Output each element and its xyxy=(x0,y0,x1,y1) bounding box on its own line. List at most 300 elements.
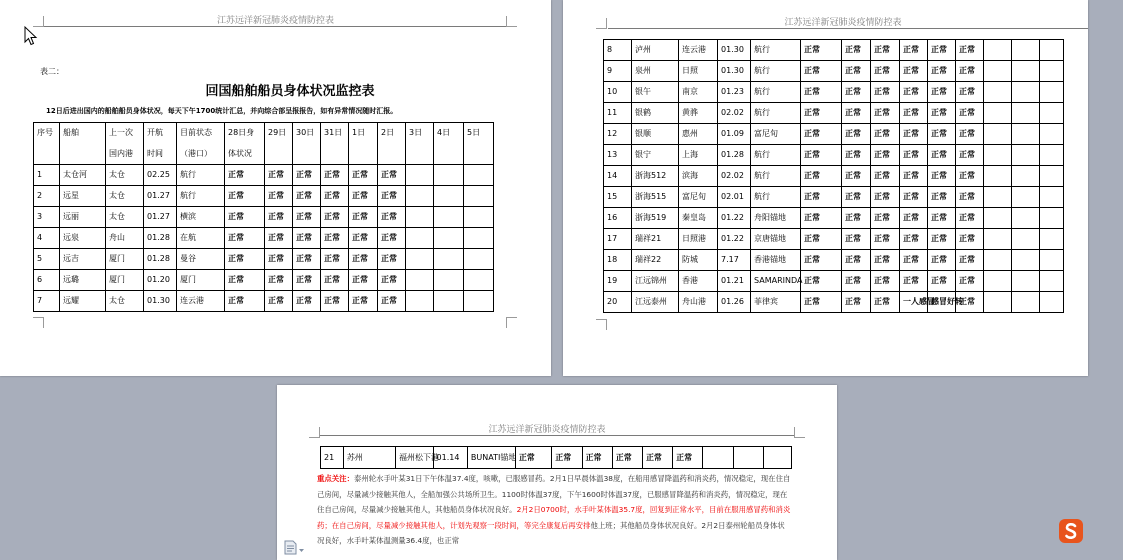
health-status: 正常 xyxy=(956,187,984,208)
health-status: 正常 xyxy=(349,228,378,249)
margin-mark xyxy=(794,427,805,438)
empty-cell xyxy=(1040,124,1064,145)
empty-cell xyxy=(406,186,434,207)
empty-cell xyxy=(1040,271,1064,292)
ship-name: 苏州 xyxy=(343,447,395,469)
health-status: 正常 xyxy=(956,166,984,187)
health-status: 正常 xyxy=(801,145,842,166)
column-header-line2 xyxy=(265,144,293,165)
health-status: 正常 xyxy=(956,229,984,250)
table-row xyxy=(604,292,1064,313)
current-status: 航行 xyxy=(177,186,225,207)
last-domestic-port: 香港 xyxy=(679,271,718,292)
health-status: 正常 xyxy=(378,270,406,291)
last-domestic-port: 厦门 xyxy=(106,249,144,270)
ship-name: 浙海519 xyxy=(632,208,679,229)
empty-cell xyxy=(406,249,434,270)
empty-cell xyxy=(763,447,791,469)
page-header: 江苏远洋新冠肺炎疫情防控表 xyxy=(488,425,606,435)
empty-cell xyxy=(1012,166,1040,187)
health-status: 正常 xyxy=(265,207,293,228)
health-status: 正常 xyxy=(928,166,956,187)
column-header: 31日 xyxy=(321,123,349,144)
row-number: 2 xyxy=(34,186,60,207)
health-status: 正常 xyxy=(871,229,900,250)
health-status: 正常 xyxy=(801,292,842,313)
empty-cell xyxy=(1012,187,1040,208)
column-header-line2 xyxy=(34,144,60,165)
empty-cell xyxy=(703,447,733,469)
margin-mark xyxy=(596,319,607,330)
health-status: 正常 xyxy=(842,61,871,82)
empty-cell xyxy=(984,271,1012,292)
table-row xyxy=(34,165,494,186)
health-status: 正常 xyxy=(900,187,928,208)
empty-cell xyxy=(434,186,464,207)
health-status: 正常 xyxy=(842,145,871,166)
health-status: 正常 xyxy=(293,291,321,312)
health-status: 正常 xyxy=(842,124,871,145)
empty-cell xyxy=(434,165,464,186)
row-number: 10 xyxy=(604,82,632,103)
last-domestic-port: 太仓 xyxy=(106,207,144,228)
header-rule xyxy=(608,28,1088,29)
current-status: 航行 xyxy=(751,61,801,82)
column-header: 开航 xyxy=(144,123,177,144)
health-status: 正常 xyxy=(956,208,984,229)
health-status: 正常 xyxy=(871,61,900,82)
empty-cell xyxy=(1012,208,1040,229)
row-number: 14 xyxy=(604,166,632,187)
row-number: 8 xyxy=(604,40,632,61)
empty-cell xyxy=(1012,124,1040,145)
column-header-line2: 时间 xyxy=(144,144,177,165)
health-status: 正常 xyxy=(265,249,293,270)
last-domestic-port: 南京 xyxy=(679,82,718,103)
last-domestic-port: 太仓 xyxy=(106,165,144,186)
column-header: 序号 xyxy=(34,123,60,144)
last-domestic-port: 舟山港 xyxy=(679,292,718,313)
health-status: 正常 xyxy=(349,270,378,291)
health-status: 正常 xyxy=(842,187,871,208)
row-number: 13 xyxy=(604,145,632,166)
column-header: 船舶 xyxy=(60,123,106,144)
empty-cell xyxy=(1040,82,1064,103)
table-row xyxy=(34,228,494,249)
page-header: 江苏远洋新冠肺炎疫情防控表 xyxy=(784,18,902,28)
health-status: 正常 xyxy=(349,249,378,270)
current-status: BUNATI锚地 xyxy=(467,447,515,469)
health-status: 正常 xyxy=(265,186,293,207)
health-status: 正常 xyxy=(349,291,378,312)
health-status: 正常 xyxy=(321,186,349,207)
current-status: 航行 xyxy=(177,165,225,186)
health-status: 正常 xyxy=(293,165,321,186)
last-domestic-port: 福州松下港 xyxy=(396,447,434,469)
health-status: 正常 xyxy=(225,207,265,228)
empty-cell xyxy=(984,82,1012,103)
column-header: 4日 xyxy=(434,123,464,144)
departure-date: 01.27 xyxy=(144,207,177,228)
current-status: 舟阳锚地 xyxy=(751,208,801,229)
empty-cell xyxy=(1012,250,1040,271)
row-number: 12 xyxy=(604,124,632,145)
health-status: 正常 xyxy=(900,40,928,61)
departure-date: 01.21 xyxy=(718,271,751,292)
ship-name: 江远锦州 xyxy=(632,271,679,292)
departure-date: 02.01 xyxy=(718,187,751,208)
table-row xyxy=(34,270,494,291)
row-number: 20 xyxy=(604,292,632,313)
health-status: 正常 xyxy=(900,103,928,124)
current-status: 航行 xyxy=(751,82,801,103)
health-status: 正常 xyxy=(956,61,984,82)
table-row xyxy=(34,291,494,312)
empty-cell xyxy=(464,165,494,186)
empty-cell xyxy=(1040,292,1064,313)
health-status: 正常 xyxy=(956,250,984,271)
table-row xyxy=(34,249,494,270)
ship-name: 银午 xyxy=(632,82,679,103)
health-status: 正常 xyxy=(842,271,871,292)
empty-cell xyxy=(1012,271,1040,292)
column-header: 5日 xyxy=(464,123,494,144)
health-monitor-table-final xyxy=(320,446,792,469)
ship-name: 太仓河 xyxy=(60,165,106,186)
health-status: 正常 xyxy=(871,103,900,124)
health-status: 正常 xyxy=(321,165,349,186)
page-subtitle: 12日后进出国内的船舶船员身体状况，每天下午1700统计汇总，并向综合部呈报报告，如有异常情况随时汇报。 xyxy=(46,107,398,115)
column-header: 30日 xyxy=(293,123,321,144)
departure-date: 01.28 xyxy=(144,249,177,270)
health-status: 正常 xyxy=(871,250,900,271)
ship-name: 泉州 xyxy=(632,61,679,82)
health-status: 正常 xyxy=(871,40,900,61)
health-status: 正常 xyxy=(612,447,642,469)
empty-cell xyxy=(1040,208,1064,229)
health-status: 正常 xyxy=(321,270,349,291)
health-status: 正常 xyxy=(801,166,842,187)
empty-cell xyxy=(464,186,494,207)
table-row xyxy=(604,82,1064,103)
sogou-input-icon[interactable] xyxy=(1058,518,1084,544)
health-status: 正常 xyxy=(900,271,928,292)
last-domestic-port: 秦皇岛 xyxy=(679,208,718,229)
empty-cell xyxy=(1012,292,1040,313)
empty-cell xyxy=(1040,166,1064,187)
empty-cell xyxy=(984,145,1012,166)
note-text-red: 2月2日0700时，水手叶某体温35.7度，回复到正常水平，目前在服用感冒药和消炎药；在自己房间，尽量减少接触其他人，计划先观察一段时间，等完全康复后再安排 xyxy=(317,505,791,530)
departure-date: 01.14 xyxy=(433,447,467,469)
table-row xyxy=(604,40,1064,61)
empty-cell xyxy=(434,270,464,291)
health-status: 正常 xyxy=(293,249,321,270)
health-status: 正常 xyxy=(871,187,900,208)
health-status: 正常 xyxy=(801,124,842,145)
health-status: 正常 xyxy=(225,270,265,291)
health-status: 正常 xyxy=(956,271,984,292)
row-number: 15 xyxy=(604,187,632,208)
ship-name: 泸州 xyxy=(632,40,679,61)
departure-date: 01.30 xyxy=(718,40,751,61)
last-domestic-port: 上海 xyxy=(679,145,718,166)
empty-cell xyxy=(464,207,494,228)
health-monitor-table xyxy=(33,122,494,312)
table-row xyxy=(604,166,1064,187)
ship-name: 银鹤 xyxy=(632,103,679,124)
health-status: 正常 xyxy=(801,82,842,103)
document-page-3 xyxy=(277,385,837,560)
empty-cell xyxy=(1012,82,1040,103)
health-status: 正常 xyxy=(928,103,956,124)
health-status: 正常 xyxy=(582,447,612,469)
departure-date: 02.02 xyxy=(718,166,751,187)
empty-cell xyxy=(464,249,494,270)
health-status: 正常 xyxy=(321,207,349,228)
table-row xyxy=(321,447,792,469)
margin-mark xyxy=(596,18,607,29)
row-number: 1 xyxy=(34,165,60,186)
current-status: 香港锚地 xyxy=(751,250,801,271)
health-status: 正常 xyxy=(349,165,378,186)
current-status: 航行 xyxy=(751,187,801,208)
ship-name: 远吉 xyxy=(60,249,106,270)
health-status: 正常 xyxy=(321,228,349,249)
health-status: 正常 xyxy=(801,61,842,82)
empty-cell xyxy=(464,228,494,249)
column-header-line2: 体状况 xyxy=(225,144,265,165)
health-status: 正常 xyxy=(378,249,406,270)
ship-name: 远耀 xyxy=(60,291,106,312)
column-header: 28日身 xyxy=(225,123,265,144)
empty-cell xyxy=(406,165,434,186)
health-status: 正常 xyxy=(928,208,956,229)
health-status: 正常 xyxy=(801,271,842,292)
current-status: 航行 xyxy=(751,145,801,166)
health-status: 正常 xyxy=(871,145,900,166)
last-domestic-port: 黄骅 xyxy=(679,103,718,124)
health-status: 正常 xyxy=(321,291,349,312)
empty-cell xyxy=(434,249,464,270)
health-status: 正常 xyxy=(225,291,265,312)
column-header: 1日 xyxy=(349,123,378,144)
row-number: 11 xyxy=(604,103,632,124)
table-row xyxy=(34,207,494,228)
ship-name: 江远泰州 xyxy=(632,292,679,313)
row-number: 3 xyxy=(34,207,60,228)
health-status: 正常 xyxy=(871,208,900,229)
column-header-line2 xyxy=(60,144,106,165)
health-status: 正常 xyxy=(928,187,956,208)
health-status: 正常 xyxy=(928,124,956,145)
empty-cell xyxy=(1040,40,1064,61)
empty-cell xyxy=(984,208,1012,229)
departure-date: 01.09 xyxy=(718,124,751,145)
health-status: 正常 xyxy=(321,249,349,270)
health-status: 正常 xyxy=(956,103,984,124)
health-status: 正常 xyxy=(293,186,321,207)
empty-cell xyxy=(434,207,464,228)
health-status: 正常 xyxy=(871,124,900,145)
health-status: 正常 xyxy=(225,228,265,249)
health-status: 正常 xyxy=(378,228,406,249)
current-status: 京唐锚地 xyxy=(751,229,801,250)
table-row xyxy=(604,187,1064,208)
ship-name: 银顺 xyxy=(632,124,679,145)
last-domestic-port: 富尼旬 xyxy=(679,187,718,208)
health-status: 正常 xyxy=(928,271,956,292)
table-row xyxy=(604,61,1064,82)
row-number: 7 xyxy=(34,291,60,312)
empty-cell xyxy=(1012,61,1040,82)
column-header-line2 xyxy=(321,144,349,165)
current-status: 航行 xyxy=(751,40,801,61)
note-text-continued: 他上班；其他船员身体状况良好。2月2日泰州轮船员身体状况良好，水手叶某体温测量36.4度，也正常 xyxy=(317,520,785,545)
current-status: 菲律宾 xyxy=(751,292,801,313)
departure-date: 02.02 xyxy=(718,103,751,124)
health-status: 正常 xyxy=(293,270,321,291)
health-status: 正常 xyxy=(642,447,672,469)
health-status: 正常 xyxy=(871,82,900,103)
health-status: 正常 xyxy=(956,145,984,166)
health-status: 正常 xyxy=(801,40,842,61)
empty-cell xyxy=(406,207,434,228)
health-status: 正常 xyxy=(928,250,956,271)
departure-date: 01.26 xyxy=(718,292,751,313)
health-status: 正常 xyxy=(842,166,871,187)
last-domestic-port: 滨海 xyxy=(679,166,718,187)
health-status: 正常 xyxy=(928,82,956,103)
empty-cell xyxy=(464,291,494,312)
health-status: 正常 xyxy=(225,165,265,186)
row-number: 6 xyxy=(34,270,60,291)
departure-date: 01.28 xyxy=(718,145,751,166)
mouse-pointer-icon xyxy=(24,26,38,46)
column-header-line2 xyxy=(406,144,434,165)
current-status: 航行 xyxy=(751,103,801,124)
empty-cell xyxy=(984,61,1012,82)
column-header: 目前状态 xyxy=(177,123,225,144)
current-status: 连云港 xyxy=(177,291,225,312)
health-status: 正常 xyxy=(842,208,871,229)
departure-date: 01.22 xyxy=(718,208,751,229)
empty-cell xyxy=(1012,145,1040,166)
page-header: 江苏远洋新冠肺炎疫情防控表 xyxy=(216,16,334,26)
departure-date: 02.25 xyxy=(144,165,177,186)
ship-name: 远璐 xyxy=(60,270,106,291)
last-domestic-port: 太仓 xyxy=(106,186,144,207)
departure-date: 01.30 xyxy=(718,61,751,82)
row-number: 18 xyxy=(604,250,632,271)
empty-cell xyxy=(984,229,1012,250)
empty-cell xyxy=(464,270,494,291)
ship-name: 瑞祥22 xyxy=(632,250,679,271)
departure-date: 01.22 xyxy=(718,229,751,250)
header-rule xyxy=(44,26,514,27)
column-header: 2日 xyxy=(378,123,406,144)
current-status: 厦门 xyxy=(177,270,225,291)
empty-cell xyxy=(984,124,1012,145)
table-row xyxy=(604,124,1064,145)
row-number: 9 xyxy=(604,61,632,82)
health-status: 正常 xyxy=(900,208,928,229)
header-rule xyxy=(319,435,794,436)
last-domestic-port: 厦门 xyxy=(106,270,144,291)
column-header-line2: （港口） xyxy=(177,144,225,165)
row-number: 5 xyxy=(34,249,60,270)
health-status: 正常 xyxy=(378,291,406,312)
health-status: 正常 xyxy=(515,447,551,469)
empty-cell xyxy=(1012,40,1040,61)
health-status: 正常 xyxy=(871,292,900,313)
row-number: 4 xyxy=(34,228,60,249)
empty-cell xyxy=(1012,229,1040,250)
empty-cell xyxy=(434,291,464,312)
document-options-icon[interactable] xyxy=(283,540,305,556)
health-status: 正常 xyxy=(900,250,928,271)
health-status: 正常 xyxy=(378,165,406,186)
health-status: 正常 xyxy=(225,186,265,207)
ship-name: 浙海512 xyxy=(632,166,679,187)
empty-cell xyxy=(406,270,434,291)
health-status: 正常 xyxy=(265,270,293,291)
departure-date: 7.17 xyxy=(718,250,751,271)
note-key: 重点关注： xyxy=(317,474,354,483)
health-status: 正常 xyxy=(900,145,928,166)
empty-cell xyxy=(406,228,434,249)
health-status: 正常 xyxy=(265,291,293,312)
health-status: 正常 xyxy=(842,292,871,313)
departure-date: 01.28 xyxy=(144,228,177,249)
health-monitor-table-continued xyxy=(603,39,1064,313)
health-status: 正常 xyxy=(956,40,984,61)
health-status: 正常 xyxy=(871,166,900,187)
table-row xyxy=(34,186,494,207)
empty-cell xyxy=(434,228,464,249)
empty-cell xyxy=(984,103,1012,124)
table-row xyxy=(604,271,1064,292)
health-status: 正常 xyxy=(842,103,871,124)
column-header: 上一次 xyxy=(106,123,144,144)
abnormal-status: 感冒好转 xyxy=(928,292,956,313)
empty-cell xyxy=(1040,145,1064,166)
current-status: SAMARINDA xyxy=(751,271,801,292)
column-header-line2: 国内港 xyxy=(106,144,144,165)
empty-cell xyxy=(1040,187,1064,208)
column-header: 3日 xyxy=(406,123,434,144)
health-status: 正常 xyxy=(900,61,928,82)
abnormal-status: 一人感冒 xyxy=(900,292,928,313)
ship-name: 瑞祥21 xyxy=(632,229,679,250)
empty-cell xyxy=(1040,103,1064,124)
note-text: 泰州轮水手叶某31日下午体温37.4度，咳嗽，已服感冒药。2月1日早晨体温38度，在船用感冒降温药和消炎药，情况稳定，现在住自己房间，尽量减少接触其他人，全船加强公共场所卫生。1100时体温37度，下午1600时体温37度，已服感冒降温药和消炎药，情况稳定，现在住自己房间，尽量减少接触其他人，其他船员身体状况良好。 xyxy=(317,474,791,514)
last-domestic-port: 日照 xyxy=(679,61,718,82)
current-status: 航行 xyxy=(751,166,801,187)
empty-cell xyxy=(984,187,1012,208)
document-page-2 xyxy=(563,0,1088,376)
health-status: 正常 xyxy=(956,82,984,103)
health-status: 正常 xyxy=(900,166,928,187)
health-status: 正常 xyxy=(842,40,871,61)
empty-cell xyxy=(733,447,763,469)
departure-date: 01.23 xyxy=(718,82,751,103)
last-domestic-port: 舟山 xyxy=(106,228,144,249)
margin-mark xyxy=(506,317,517,328)
last-domestic-port: 连云港 xyxy=(679,40,718,61)
last-domestic-port: 太仓 xyxy=(106,291,144,312)
health-status: 正常 xyxy=(349,186,378,207)
health-status: 正常 xyxy=(956,124,984,145)
